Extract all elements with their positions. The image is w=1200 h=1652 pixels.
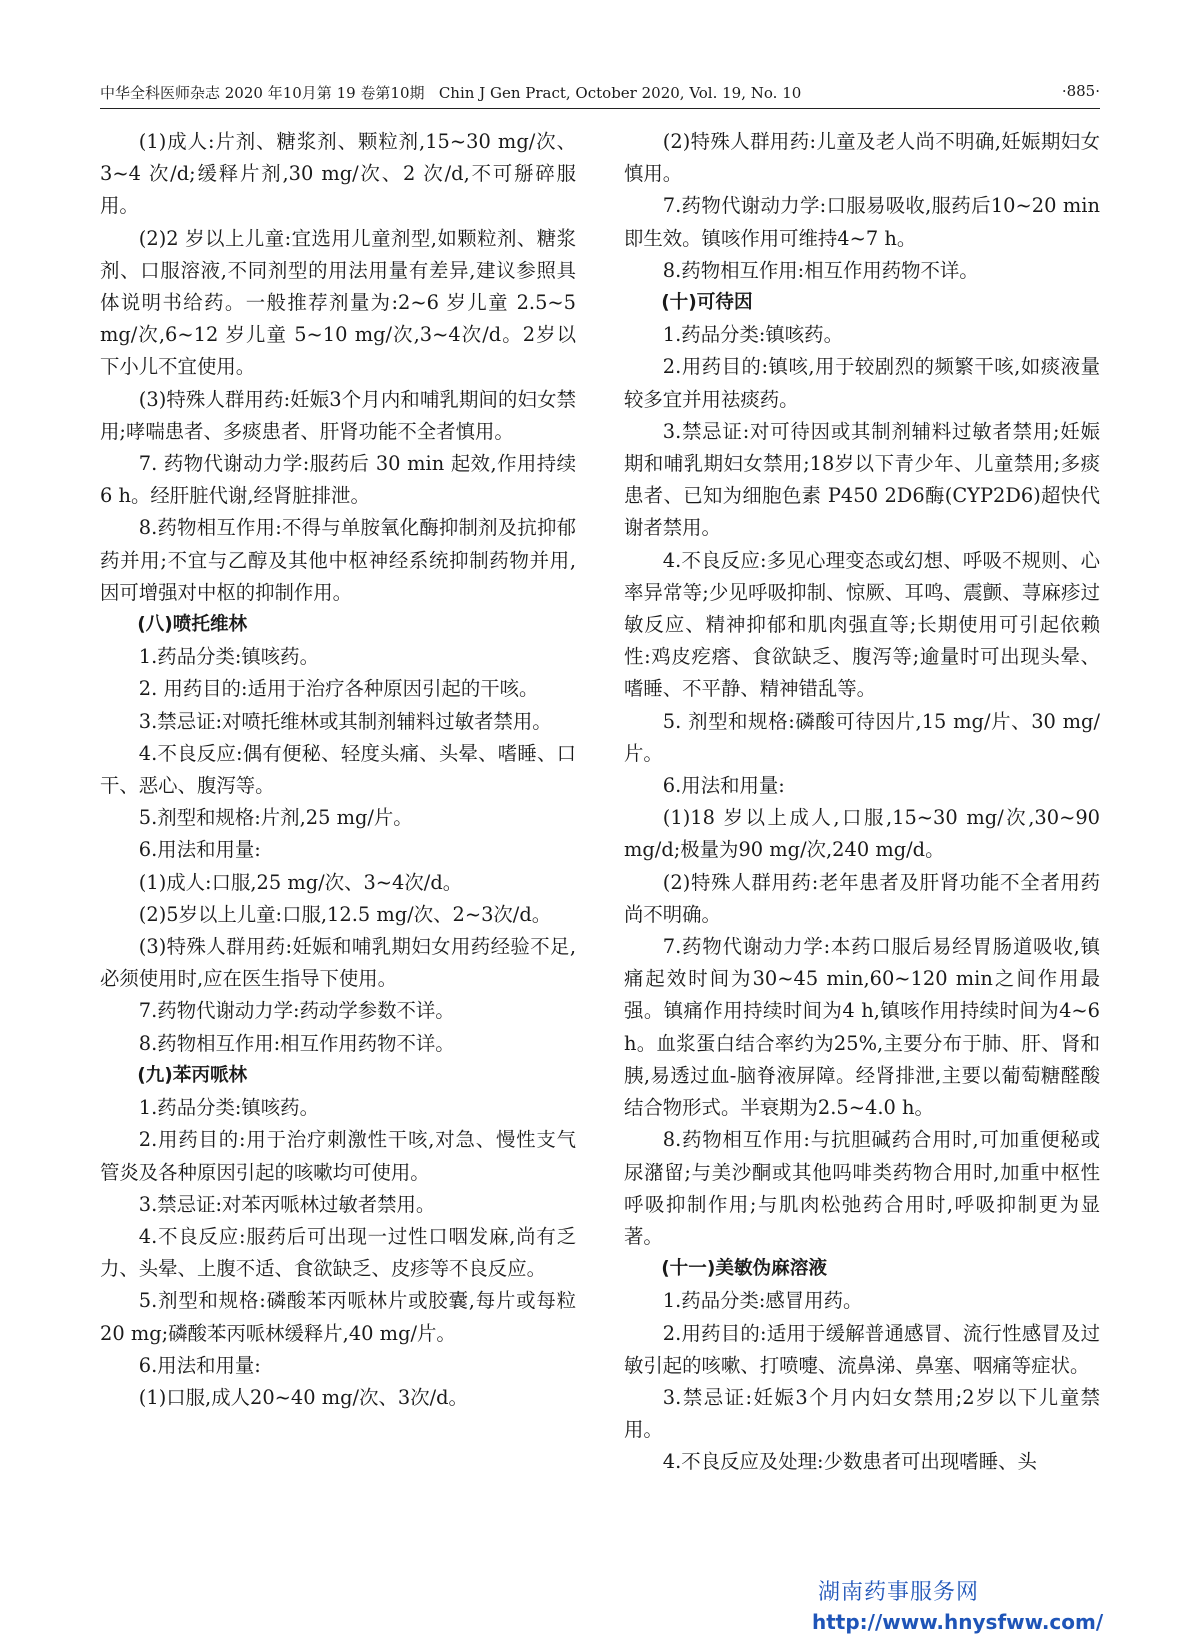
page-number: ·885· [1061, 82, 1100, 100]
paragraph: 2.用药目的:镇咳,用于较剧烈的频繁干咳,如痰液量较多宜并用祛痰药。 [624, 355, 1100, 411]
paragraph: 2.用药目的:用于治疗刺激性干咳,对急、慢性支气管炎及各种原因引起的咳嗽均可使用。 [100, 1128, 576, 1184]
paragraph: 1.药品分类:镇咳药。 [138, 645, 319, 669]
section-heading: (十)可待因 [661, 292, 753, 314]
journal-citation [100, 82, 801, 103]
running-header [100, 78, 1100, 109]
section-heading: (八)喷托维林 [137, 614, 248, 636]
paragraph: (1)成人:片剂、糖浆剂、颗粒剂,15~30 mg/次、3~4 次/d;缓释片剂,30 mg/次、2 次/d,不可掰碎服用。 [100, 130, 576, 218]
right-column [624, 126, 1100, 1479]
paragraph: 4.不良反应及处理:少数患者可出现嗜睡、头 [662, 1450, 1037, 1474]
paragraph: 5.剂型和规格:片剂,25 mg/片。 [138, 806, 413, 830]
section-heading: (九)苯丙哌林 [137, 1064, 248, 1086]
paragraph: 3.禁忌证:对苯丙哌林过敏者禁用。 [138, 1192, 436, 1216]
paragraph: (1)18 岁以上成人,口服,15~30 mg/次,30~90 mg/d;极量为90 mg/次,240 mg/d。 [624, 806, 1100, 862]
paragraph: 5. 剂型和规格:磷酸可待因片,15 mg/片、30 mg/片。 [624, 709, 1100, 765]
paragraph: 8.药物相互作用:与抗胆碱药合用时,可加重便秘或尿潴留;与美沙酮或其他吗啡类药物合用时,加重中枢性呼吸抑制作用;与肌肉松弛药合用时,呼吸抑制更为显著。 [624, 1128, 1100, 1248]
paragraph: 7. 药物代谢动力学:服药后 30 min 起效,作用持续6 h。经肝脏代谢,经肾脏排泄。 [100, 452, 576, 508]
paragraph: 2.用药目的:适用于缓解普通感冒、流行性感冒及过敏引起的咳嗽、打喷嚏、流鼻涕、鼻塞、咽痛等症状。 [624, 1321, 1100, 1377]
paragraph: (3)特殊人群用药:妊娠和哺乳期妇女用药经验不足,必须使用时,应在医生指导下使用。 [100, 935, 576, 991]
paragraph: 1.药品分类:镇咳药。 [138, 1096, 319, 1120]
paragraph: 4.不良反应:偶有便秘、轻度头痛、头晕、嗜睡、口干、恶心、腹泻等。 [100, 741, 576, 798]
paragraph: (2)2 岁以上儿童:宜选用儿童剂型,如颗粒剂、糖浆剂、口服溶液,不同剂型的用法用量有差异,建议参照具体说明书给药。一般推荐剂量为:2~6 岁儿童 2.5~5 mg/次,6~12 岁儿童 5~10 mg/次,3~4次/d。2岁以下小儿不宜使用。 [100, 226, 576, 379]
watermark-url: http://www.hnysfww.com/ [812, 1610, 1104, 1634]
paragraph: (1)成人:口服,25 mg/次、3~4次/d。 [138, 870, 463, 894]
journal-title-en: Chin J Gen Pract, October 2020, Vol. 19, No. 10 [438, 84, 802, 102]
paragraph: 7.药物代谢动力学:口服易吸收,服药后10~20 min即生效。镇咳作用可维持4~7 h。 [624, 194, 1100, 250]
paragraph: 4.不良反应:多见心理变态或幻想、呼吸不规则、心率异常等;少见呼吸抑制、惊厥、耳鸣、震颤、荨麻疹过敏反应、精神抑郁和肌肉强直等;长期使用可引起依赖性:鸡皮疙瘩、食欲缺乏、腹泻等;逾量时可出现头晕、嗜睡、不平静、精神错乱等。 [624, 548, 1100, 701]
paragraph: 6.用法和用量: [138, 1353, 261, 1377]
site-watermark [812, 1578, 1103, 1636]
paragraph: (2)5岁以上儿童:口服,12.5 mg/次、2~3次/d。 [138, 902, 552, 926]
paragraph: (2)特殊人群用药:儿童及老人尚不明确,妊娠期妇女慎用。 [624, 130, 1100, 186]
paragraph: 7.药物代谢动力学:药动学参数不详。 [138, 999, 455, 1023]
paragraph: (2)特殊人群用药:老年患者及肝肾功能不全者用药尚不明确。 [624, 870, 1100, 926]
paragraph: 3.禁忌证:对可待因或其制剂辅料过敏者禁用;妊娠期和哺乳期妇女禁用;18岁以下青少年、儿童禁用;多痰患者、已知为细胞色素 P450 2D6酶(CYP2D6)超快代谢者禁用。 [624, 419, 1100, 540]
paragraph: 8.药物相互作用:不得与单胺氧化酶抑制剂及抗抑郁药并用;不宜与乙醇及其他中枢神经系统抑制药物并用,因可增强对中枢的抑制作用。 [100, 516, 576, 604]
journal-title-cn: 中华全科医师杂志 2020 年10月第 19 卷第10期 [100, 84, 425, 102]
paragraph: 4.不良反应:服药后可出现一过性口咽发麻,尚有乏力、头晕、上腹不适、食欲缺乏、皮疹等不良反应。 [100, 1224, 576, 1281]
section-heading: (十一)美敏伪麻溶液 [661, 1258, 827, 1280]
paragraph: 3.禁忌证:妊娠3个月内妇女禁用;2岁以下儿童禁用。 [624, 1385, 1100, 1442]
paragraph: 8.药物相互作用:相互作用药物不详。 [138, 1031, 455, 1055]
paragraph: 6.用法和用量: [138, 838, 261, 862]
paragraph: 8.药物相互作用:相互作用药物不详。 [662, 258, 979, 282]
paragraph: (3)特殊人群用药:妊娠3个月内和哺乳期间的妇女禁用;哮喘患者、多痰患者、肝肾功能不全者慎用。 [100, 387, 576, 443]
paragraph: 1.药品分类:感冒用药。 [662, 1289, 863, 1313]
paragraph: 1.药品分类:镇咳药。 [662, 323, 843, 347]
paragraph: 2. 用药目的:适用于治疗各种原因引起的干咳。 [138, 677, 539, 701]
paragraph: 6.用法和用量: [662, 774, 785, 798]
watermark-site-name: 湖南药事服务网 [818, 1580, 980, 1605]
paragraph: 7.药物代谢动力学:本药口服后易经胃肠道吸收,镇痛起效时间为30~45 min,60~120 min之间作用最强。镇痛作用持续时间为4 h,镇咳作用持续时间为4~6 h。血浆蛋白结合率约为25%,主要分布于肺、肝、肾和胰,易透过血-脑脊液屏障。经肾排泄,主要以葡萄糖醛酸结合物形式。半衰期为2.5~4.0 h。 [624, 935, 1100, 1120]
paragraph: 3.禁忌证:对喷托维林或其制剂辅料过敏者禁用。 [138, 709, 552, 733]
paragraph: 5.剂型和规格:磷酸苯丙哌林片或胶囊,每片或每粒20 mg;磷酸苯丙哌林缓释片,40 mg/片。 [100, 1289, 576, 1345]
left-column [100, 126, 576, 1414]
paragraph: (1)口服,成人20~40 mg/次、3次/d。 [138, 1385, 468, 1409]
